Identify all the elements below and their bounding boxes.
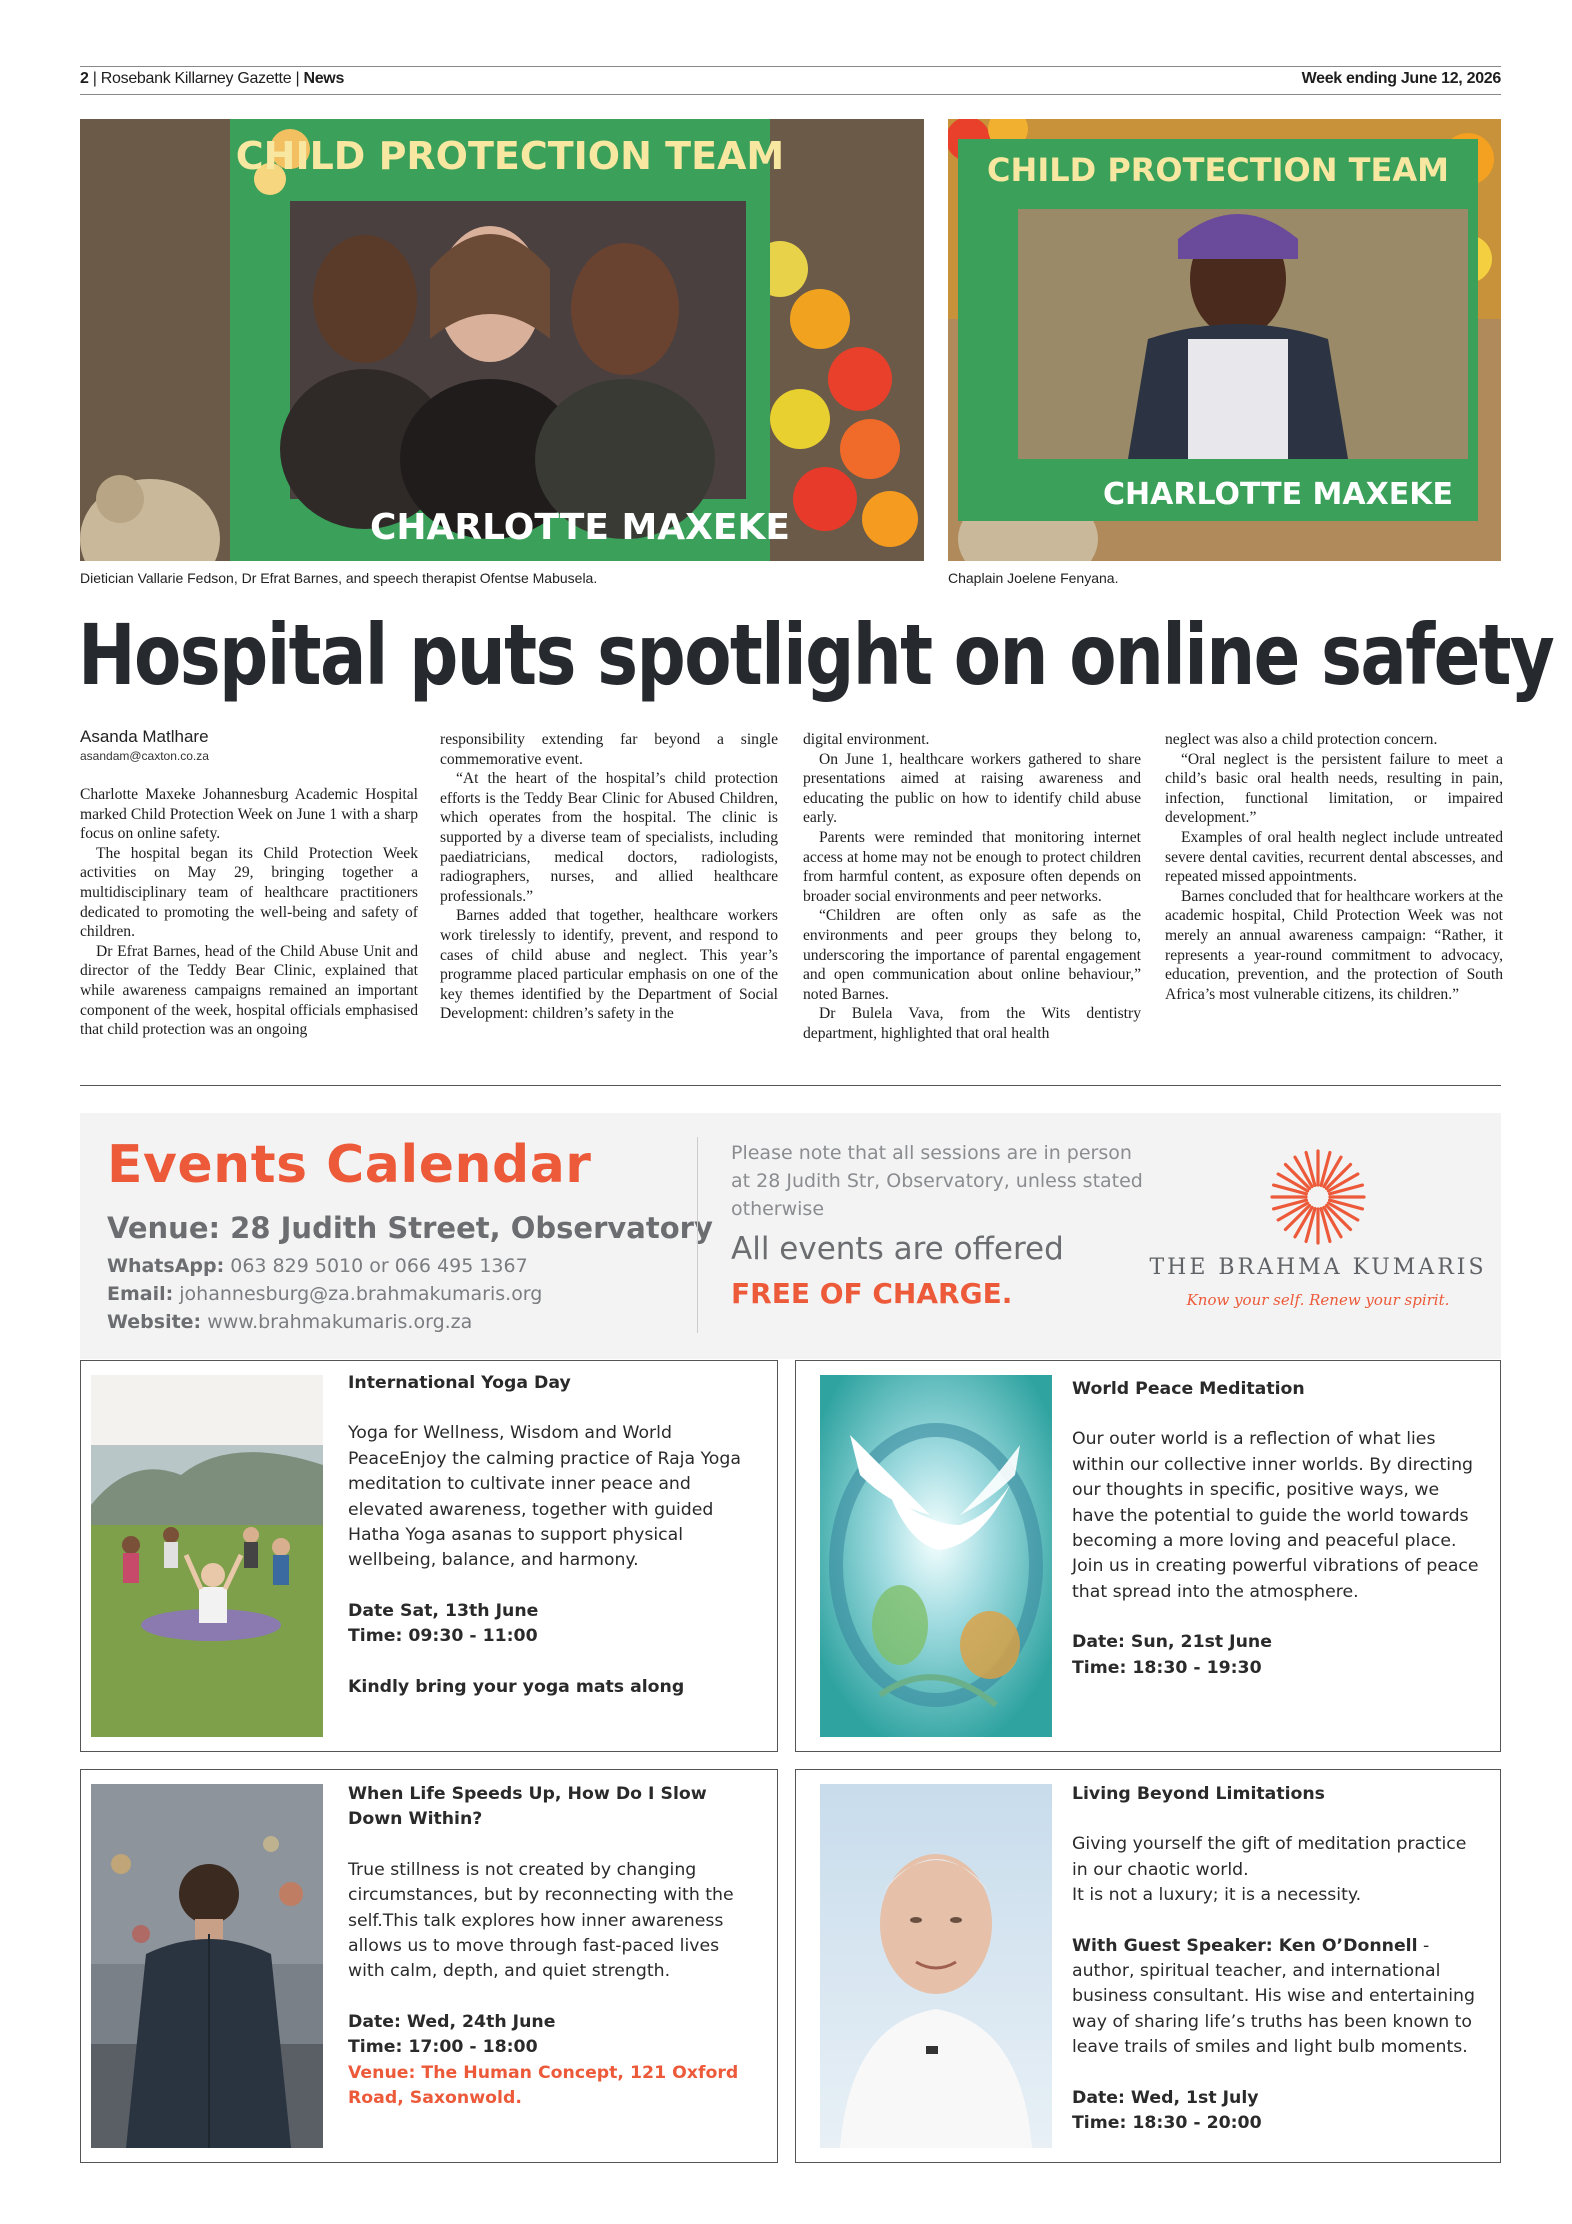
paragraph: Barnes added that together, healthcare workers work tirelessly to identify, prevent, and respond to cases of child abuse and neglect. This year’s programme placed particular emphasis on one of the key themes identified by the Department of Social Development: children’s safety in the bbox=[440, 907, 778, 1023]
sessions-note: Please note that all sessions are in person at 28 Judith Str, Observatory, unless stated otherwise bbox=[731, 1142, 1143, 1220]
frame-bottom-label-2: CHARLOTTE MAXEKE bbox=[1103, 477, 1453, 512]
event-title: World Peace Meditation bbox=[1072, 1379, 1305, 1399]
article-column-1 bbox=[80, 785, 418, 1040]
speaker-info bbox=[1072, 1934, 1484, 2061]
paragraph: Examples of oral health neglect include untreated severe dental cavities, recurrent dental abscesses, and repeated missed appointments. bbox=[1165, 828, 1503, 886]
event-description: Giving yourself the gift of meditation practice in our chaotic world. bbox=[1072, 1834, 1467, 1880]
whatsapp-line bbox=[107, 1255, 528, 1277]
website-label: Website: bbox=[107, 1311, 202, 1333]
section-name: News bbox=[303, 70, 345, 87]
email-label: Email: bbox=[107, 1283, 174, 1305]
paragraph: Barnes concluded that for healthcare workers at the academic hospital, Child Protection Week was not merely an annual awareness campaign: “Rather, it represents a year-round commitment to advocacy, education, prevention, and the protection of South Africa’s most vulnerable citizens, its children.” bbox=[1165, 887, 1503, 1003]
sunburst-center bbox=[1310, 1189, 1326, 1205]
paragraph: The hospital began its Child Protection Week activities on May 29, bringing together a multidisciplinary team of healthcare practitioners dedicated to promoting the well-being and safety of children. bbox=[80, 844, 418, 941]
paragraph: Charlotte Maxeke Johannesburg Academic Hospital marked Child Protection Week on June 1 with a sharp focus on online safety. bbox=[80, 786, 418, 843]
org-tagline: Know your self. Renew your spirit. bbox=[1186, 1291, 1450, 1309]
photo-caption-left: Dietician Vallarie Fedson, Dr Efrat Barnes, and speech therapist Ofentse Mabusela. bbox=[80, 570, 598, 586]
author-email[interactable]: asandam@caxton.co.za bbox=[80, 749, 209, 763]
event-title: International Yoga Day bbox=[348, 1373, 571, 1393]
whatsapp-label: WhatsApp: bbox=[107, 1255, 225, 1277]
man-street-photo bbox=[91, 1784, 323, 2148]
whatsapp-numbers[interactable]: 063 829 5010 or 066 495 1367 bbox=[230, 1255, 528, 1277]
paragraph: Dr Bulela Vava, from the Wits dentistry department, highlighted that oral health bbox=[803, 1005, 1141, 1042]
brahma-kumaris-sunburst-icon bbox=[1268, 1147, 1368, 1247]
event-details bbox=[1072, 1377, 1484, 1681]
event-card-world-peace bbox=[795, 1360, 1501, 1752]
event-description: Our outer world is a reflection of what lies within our collective inner worlds. By directing our thoughts in specific, positive ways, we have the potential to guide the world towards becoming a more loving and peaceful place. Join us in creating powerful vibrations of peace that spread into the atmosphere. bbox=[1072, 1429, 1479, 1602]
event-venue: Venue: The Human Concept, 121 Oxford Road, Saxonwold. bbox=[348, 2062, 739, 2109]
event-description-2: It is not a luxury; it is a necessity. bbox=[1072, 1885, 1362, 1906]
event-details bbox=[1072, 1782, 1484, 2136]
events-banner bbox=[80, 1113, 1501, 1359]
paragraph: “At the heart of the hospital’s child protection efforts is the Teddy Bear Clinic for Abused Children, which operates from the hospital. The clinic is supported by a diverse team of specialists, including paediatricians, medical doctors, radiologists, radiographers, nurses, and allied healthcare professionals.” bbox=[440, 770, 778, 905]
events-venue: Venue: 28 Judith Street, Observatory bbox=[107, 1211, 713, 1245]
paragraph: Parents were reminded that monitoring internet access at home may not be enough to protect children from harmful content, as exposure often depends on broader social environments and peer networks. bbox=[803, 828, 1141, 905]
event-date: Date: Sun, 21st June bbox=[1072, 1632, 1272, 1653]
event-date: Date Sat, 13th June bbox=[348, 1600, 539, 1621]
article-end-rule bbox=[80, 1085, 1501, 1086]
event-card-living-beyond bbox=[795, 1769, 1501, 2163]
event-time: Time: 18:30 - 19:30 bbox=[1072, 1657, 1262, 1678]
peace-dove-image bbox=[820, 1375, 1052, 1737]
event-description: True stillness is not created by changing circumstances, but by reconnecting with the self.This talk explores how inner awareness allows us to move through fast-paced lives with calm, depth, and quiet strength. bbox=[348, 1859, 734, 1982]
event-details bbox=[348, 1371, 758, 1700]
event-card-yoga-day bbox=[80, 1360, 778, 1752]
article-column-4 bbox=[1165, 730, 1503, 1004]
events-website-link[interactable]: www.brahmakumaris.org.za bbox=[207, 1311, 473, 1333]
free-of-charge: FREE OF CHARGE. bbox=[731, 1277, 1013, 1310]
issue-date: Week ending June 12, 2026 bbox=[1301, 70, 1501, 87]
speaker-label: With Guest Speaker: Ken O’Donnell bbox=[1072, 1935, 1418, 1956]
event-note: Kindly bring your yoga mats along bbox=[348, 1676, 685, 1697]
article-column-2 bbox=[440, 730, 778, 1024]
paragraph: responsibility extending far beyond a single commemorative event. bbox=[440, 731, 778, 768]
event-details bbox=[348, 1782, 758, 2111]
photo-team-frame bbox=[80, 119, 924, 561]
org-name: THE BRAHMA KUMARIS bbox=[1149, 1255, 1487, 1280]
paragraph: “Oral neglect is the persistent failure to meet a child’s basic oral health needs, resulting in pain, infection, functional limitation, or impaired development.” bbox=[1165, 750, 1503, 827]
paragraph: digital environment. bbox=[803, 731, 930, 748]
event-description: Yoga for Wellness, Wisdom and World PeaceEnjoy the calming practice of Raja Yoga meditation to cultivate inner peace and elevated awareness, together with guided Hatha Yoga asanas to support physical wellbeing, balance, and harmony. bbox=[348, 1423, 741, 1571]
banner-divider bbox=[697, 1137, 698, 1333]
page-number: 2 bbox=[80, 70, 89, 87]
event-time: Time: 18:30 - 20:00 bbox=[1072, 2113, 1262, 2134]
all-events-offered: All events are offered bbox=[731, 1231, 1064, 1267]
event-date: Date: Wed, 1st July bbox=[1072, 2087, 1259, 2108]
speaker-description: - author, spiritual teacher, and international business consultant. His wise and entertaining way of sharing life’s truths has been known to leave trails of smiles and light bulb moments. bbox=[1072, 1935, 1475, 2058]
website-line bbox=[107, 1311, 472, 1333]
paragraph: neglect was also a child protection concern. bbox=[1165, 731, 1438, 748]
publication-name: Rosebank Killarney Gazette bbox=[100, 70, 292, 87]
article-author: Asanda Matlhare bbox=[80, 727, 209, 746]
page-header bbox=[80, 70, 1501, 92]
events-title: Events Calendar bbox=[107, 1135, 592, 1195]
frame-top-label-2: CHILD PROTECTION TEAM bbox=[987, 151, 1449, 189]
event-title: Living Beyond Limitations bbox=[1072, 1784, 1325, 1804]
event-time: Time: 17:00 - 18:00 bbox=[348, 2037, 538, 2058]
event-time: Time: 09:30 - 11:00 bbox=[348, 1626, 538, 1647]
photo-caption-right: Chaplain Joelene Fenyana. bbox=[948, 570, 1119, 586]
paragraph: “Children are often only as safe as the environments and peer groups they belong to, underscoring the importance of parental engagement and open communication about online behaviour,” noted Barnes. bbox=[803, 907, 1141, 1003]
photo-chaplain-frame bbox=[948, 119, 1501, 561]
speaker-portrait bbox=[820, 1784, 1052, 2148]
event-card-slow-down bbox=[80, 1769, 778, 2163]
header-bottom-rule bbox=[80, 94, 1501, 95]
paragraph: Dr Efrat Barnes, head of the Child Abuse Unit and director of the Teddy Bear Clinic, explained that while awareness campaigns remained an important component of the week, hospital officials emphasised that child protection was an ongoing bbox=[80, 942, 418, 1039]
header-left: 2 | Rosebank Killarney Gazette | News bbox=[80, 70, 345, 87]
email-line bbox=[107, 1283, 542, 1305]
event-date: Date: Wed, 24th June bbox=[348, 2011, 556, 2032]
article-column-3 bbox=[803, 730, 1141, 1044]
frame-bottom-label: CHARLOTTE MAXEKE bbox=[370, 507, 790, 548]
yoga-photo bbox=[91, 1375, 323, 1737]
article-headline: Hospital puts spotlight on online safety bbox=[78, 606, 1554, 704]
event-title: When Life Speeds Up, How Do I Slow Down Within? bbox=[348, 1784, 707, 1830]
frame-top-label: CHILD PROTECTION TEAM bbox=[235, 134, 785, 178]
header-top-rule bbox=[80, 66, 1501, 67]
events-email[interactable]: johannesburg@za.brahmakumaris.org bbox=[179, 1283, 543, 1305]
paragraph: On June 1, healthcare workers gathered to share presentations aimed at raising awareness and educating the public on how to identify child abuse early. bbox=[803, 750, 1141, 827]
